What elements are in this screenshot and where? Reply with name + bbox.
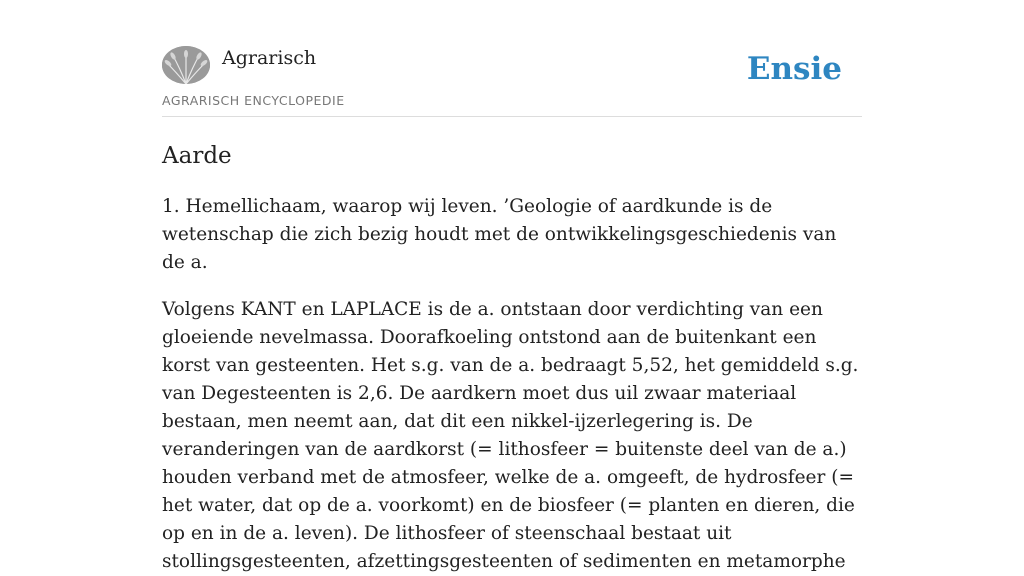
wheat-icon[interactable] (162, 46, 210, 84)
article-paragraph-1: 1. Hemellichaam, waarop wij leven. ’Geologie of aardkunde is de wetenschap die zich bezig houdt met de ontwikkelingsgeschiedenis van de a. (162, 196, 837, 273)
brand-subtitle: AGRARISCH ENCYCLOPEDIE (162, 93, 345, 108)
page (162, 0, 862, 576)
site-logo[interactable]: Ensie (746, 51, 842, 87)
header (162, 0, 862, 117)
brand-name[interactable]: Agrarisch (222, 47, 317, 69)
article-paragraph-2: Volgens KANT en LAPLACE is de a. ontstaan door verdichting van een gloeiende nevelmassa. Doorafkoeling ontstond aan de buitenkant een korst van gesteenten. Het s.g. van de a. bedraagt 5,52, het gemiddeld s.g. van Degesteenten is 2,6. De aardkern moet dus uil zwaar materiaal bestaan, men neemt aan, dat dit een nikkel-ijzerlegering is. De veranderingen van de aardkorst (= lithosfeer = buitenste deel van de a.) houden verband met de atmosfeer, welke de a. omgeeft, de hydrosfeer (= het water, dat op de a. voorkomt) en de biosfeer (= planten en dieren, die op en in de a. leven). De lithosfeer of steenschaal bestaat uit stollingsgesteenten, afzettingsgesteenten of sedimenten en metamorphe (162, 299, 859, 572)
article-title: Aarde (162, 143, 232, 169)
